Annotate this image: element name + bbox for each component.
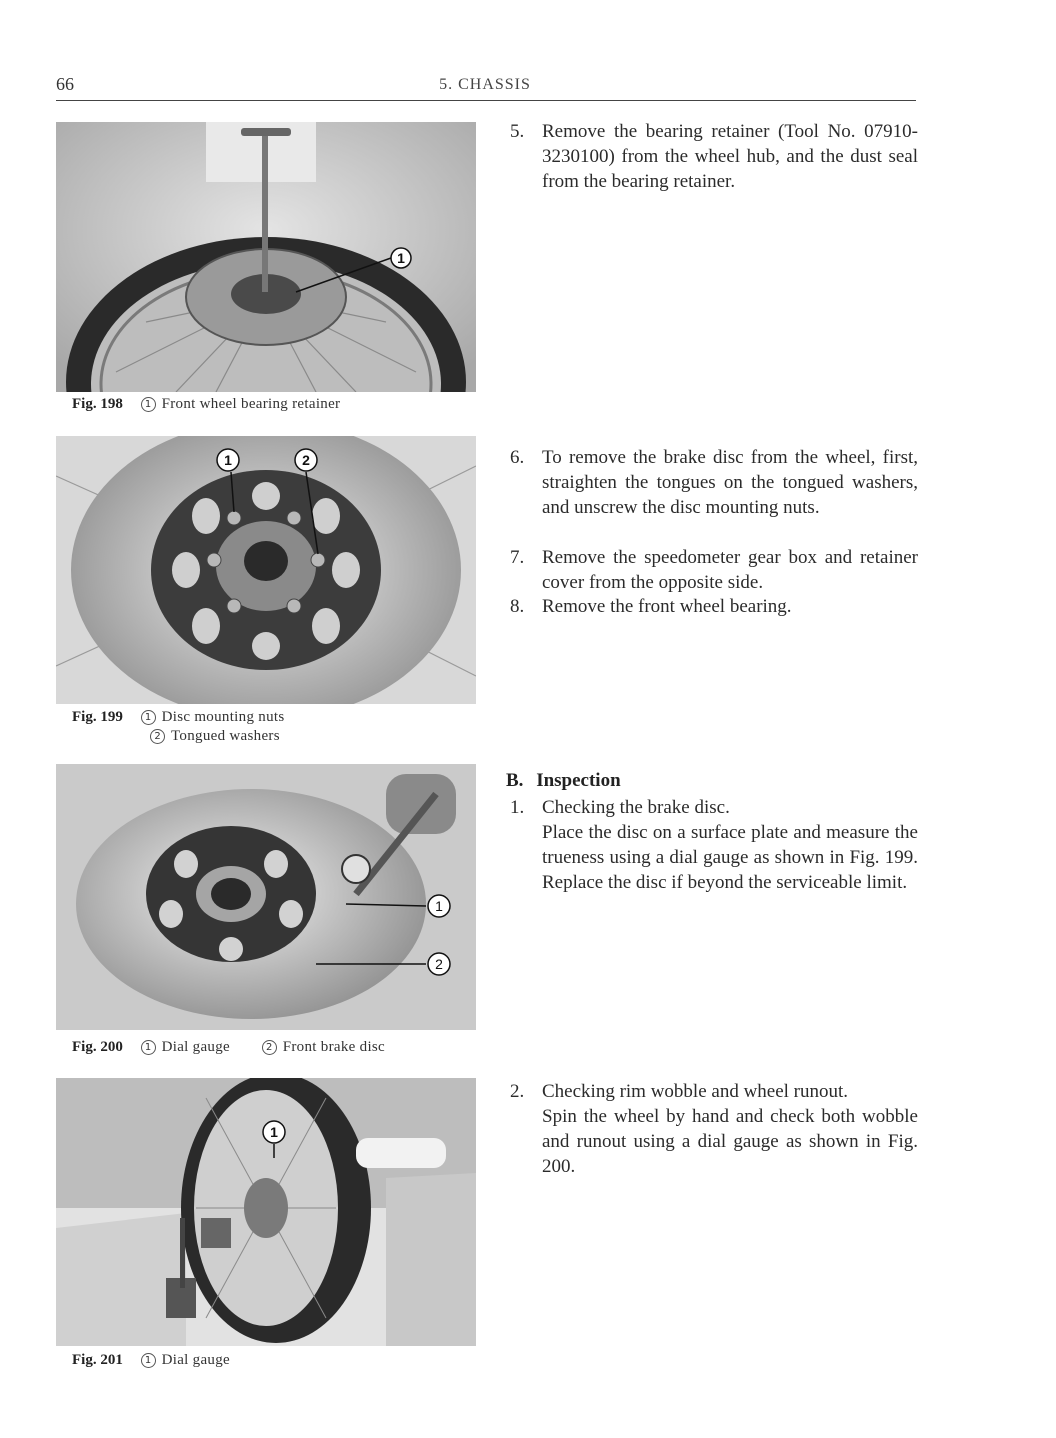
step-text: Remove the speedometer gear box and retainer cover from the opposite side.: [542, 547, 918, 593]
step-text: Place the disc on a surface plate and measure the trueness using a dial gauge as shown in Fig. 199. Replace the disc if beyond the serviceable limit.: [542, 822, 918, 893]
caption-marker: 1: [141, 1040, 156, 1055]
inspection-title: Inspection: [536, 770, 621, 791]
figure-198-caption: [72, 395, 340, 414]
callout-marker: 1: [270, 1124, 278, 1140]
step-number: 2.: [510, 1081, 525, 1102]
header-rule: [56, 100, 916, 101]
caption-item: Front brake disc: [282, 1039, 386, 1055]
caption-marker: 1: [141, 397, 156, 412]
section-title: 5. CHASSIS: [439, 76, 531, 93]
caption-marker: 1: [141, 1353, 156, 1368]
caption-item: Dial gauge: [161, 1352, 230, 1368]
figure-201-photo: [56, 1078, 476, 1346]
figure-199-caption: [72, 708, 285, 727]
inspection-heading: [506, 770, 621, 792]
caption-marker: 2: [262, 1040, 277, 1055]
step-text: Remove the front wheel bearing.: [542, 596, 792, 617]
figure-199-caption-line-2: [150, 727, 280, 746]
figure-label: Fig. 201: [72, 1352, 123, 1368]
caption-marker: 2: [150, 729, 165, 744]
callout-marker: 1: [397, 250, 405, 266]
step-text: To remove the brake disc from the wheel, first, straighten the tongues on the tongued washers, and unscrew the disc mounting nuts.: [542, 447, 918, 518]
step-text: Spin the wheel by hand and check both wobble and runout using a dial gauge as shown in Fig. 200.: [542, 1106, 918, 1177]
figure-label: Fig. 199: [72, 709, 123, 725]
caption-item: Tongued washers: [171, 728, 280, 744]
step-number: 1.: [510, 797, 525, 818]
figure-200-caption: [72, 1038, 385, 1057]
callout-marker: 1: [435, 898, 443, 914]
callout-marker: 2: [302, 452, 310, 468]
caption-item: Front wheel bearing retainer: [161, 396, 341, 412]
figure-label: Fig. 198: [72, 396, 123, 412]
figure-200-photo: [56, 764, 476, 1030]
inspection-letter: B.: [506, 770, 524, 791]
step-text: Remove the bearing retainer (Tool No. 07910-3230100) from the wheel hub, and the dust seal from the bearing retainer.: [542, 121, 918, 192]
callout-marker: 1: [224, 452, 232, 468]
caption-item: Disc mounting nuts: [161, 709, 285, 725]
step-title: Checking the brake disc.: [542, 797, 730, 818]
figure-198-photo: [56, 122, 476, 392]
step-number: 8.: [510, 596, 525, 617]
step-number: 7.: [510, 547, 525, 568]
callout-marker: 2: [435, 956, 443, 972]
step-number: 5.: [510, 121, 525, 142]
figure-199-photo: [56, 436, 476, 704]
figure-201-caption: [72, 1351, 230, 1370]
figure-label: Fig. 200: [72, 1039, 123, 1055]
page-number: 66: [56, 74, 74, 94]
step-number: 6.: [510, 447, 525, 468]
caption-item: Dial gauge: [161, 1039, 230, 1055]
caption-marker: 1: [141, 710, 156, 725]
step-title: Checking rim wobble and wheel runout.: [542, 1081, 849, 1102]
